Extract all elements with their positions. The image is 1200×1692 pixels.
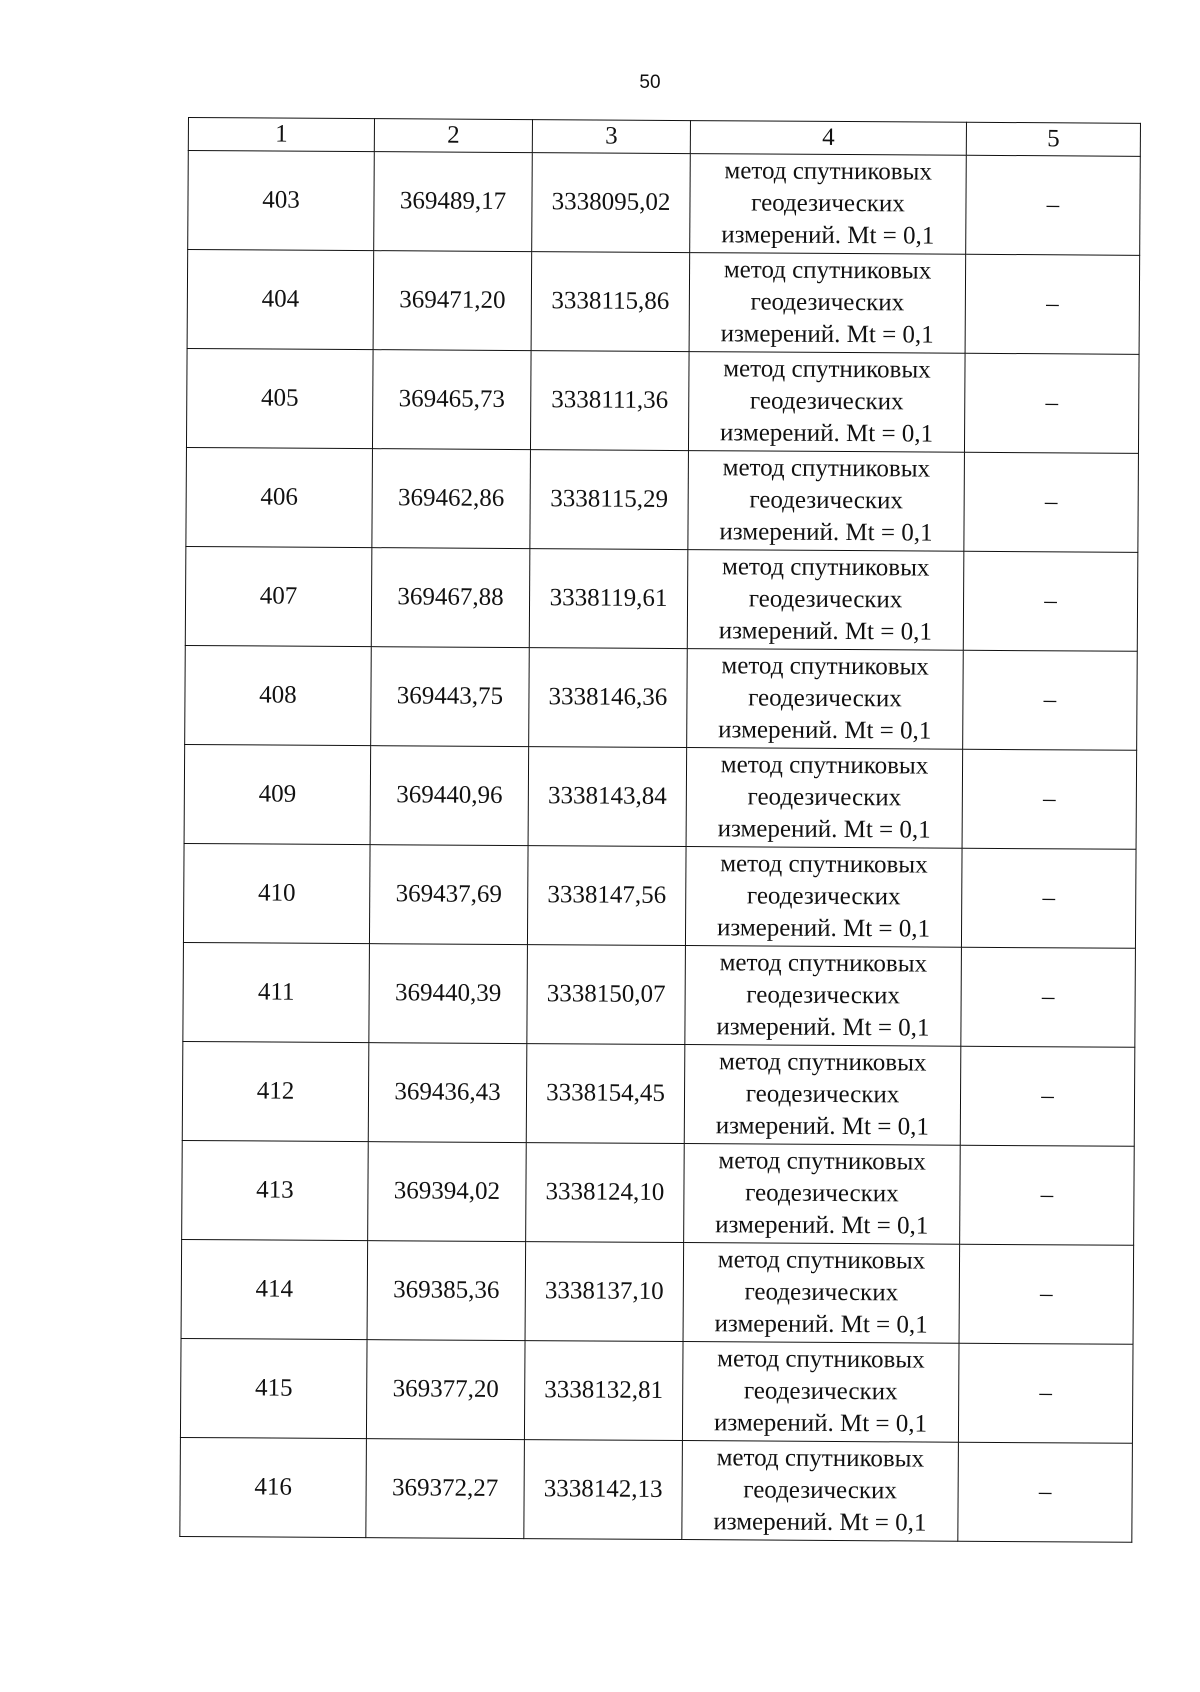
note-cell: –	[961, 947, 1136, 1047]
method-cell	[685, 946, 962, 1047]
point-number-cell: 413	[182, 1140, 369, 1240]
method-cell	[689, 253, 966, 354]
method-line: метод спутниковых	[720, 751, 929, 780]
coordinate-y-cell: 3338154,45	[526, 1044, 685, 1144]
point-number-cell: 405	[186, 348, 373, 448]
note-cell: –	[961, 848, 1136, 948]
point-number-cell: 404	[187, 250, 374, 350]
coordinate-y-cell: 3338147,56	[527, 846, 686, 946]
table-row	[186, 348, 1139, 453]
coordinate-y-cell: 3338146,36	[529, 648, 688, 748]
coordinate-y-cell: 3338124,10	[526, 1143, 685, 1243]
coordinate-x-cell: 369489,17	[374, 152, 533, 252]
note-cell: –	[960, 1145, 1135, 1245]
coordinate-x-cell: 369471,20	[373, 251, 532, 351]
column-header: 5	[966, 122, 1140, 156]
point-number-cell: 416	[180, 1437, 367, 1537]
coordinate-y-cell: 3338111,36	[530, 351, 689, 451]
method-line: геодезических	[750, 288, 905, 317]
note-cell: –	[960, 1046, 1135, 1146]
coordinate-x-cell: 369377,20	[366, 1340, 525, 1440]
column-header: 1	[188, 118, 374, 152]
table-row	[184, 744, 1137, 849]
method-cell	[690, 154, 967, 255]
note-cell: –	[958, 1442, 1133, 1542]
point-number-cell: 403	[188, 151, 375, 251]
page-number: 50	[639, 72, 661, 93]
point-number-cell: 408	[185, 645, 372, 745]
point-number-cell: 415	[180, 1338, 367, 1438]
note-cell: –	[963, 551, 1138, 651]
method-line: измерений. Mt = 0,1	[719, 419, 934, 448]
method-cell	[687, 649, 964, 750]
note-cell: –	[964, 353, 1139, 453]
note-cell: –	[965, 254, 1140, 354]
table-row	[182, 1140, 1135, 1245]
method-line: измерений. Mt = 0,1	[719, 518, 933, 547]
method-line: геодезических	[745, 1179, 899, 1208]
table-row	[186, 447, 1139, 552]
method-line: метод спутниковых	[716, 1444, 925, 1473]
method-line: метод спутниковых	[720, 850, 928, 879]
method-cell	[682, 1441, 959, 1542]
note-cell: –	[963, 650, 1138, 750]
table-row	[183, 942, 1136, 1047]
method-line: геодезических	[743, 1377, 898, 1406]
coordinate-y-cell: 3338115,86	[531, 252, 690, 352]
point-number-cell: 412	[182, 1041, 369, 1141]
point-number-cell: 409	[184, 744, 371, 844]
table-row	[187, 250, 1140, 355]
method-line: геодезических	[745, 1080, 900, 1109]
point-number-cell: 407	[185, 546, 372, 646]
table-row	[180, 1437, 1133, 1542]
point-number-cell: 411	[183, 942, 370, 1042]
method-cell	[684, 1045, 961, 1146]
table-row	[181, 1239, 1134, 1344]
point-number-cell: 406	[186, 447, 373, 547]
method-line: геодезических	[744, 1278, 899, 1307]
method-line: метод спутниковых	[721, 553, 930, 582]
coordinate-x-cell: 369437,69	[369, 845, 528, 945]
method-cell	[688, 352, 965, 453]
method-line: метод спутниковых	[722, 454, 931, 483]
note-cell: –	[964, 452, 1139, 552]
coordinate-x-cell: 369372,27	[366, 1439, 525, 1539]
method-line: измерений. Mt = 0,1	[720, 320, 934, 349]
method-line: измерений. Mt = 0,1	[718, 617, 932, 646]
method-cell	[682, 1342, 959, 1443]
method-line: геодезических	[749, 387, 904, 416]
method-line: метод спутниковых	[723, 355, 931, 384]
coordinate-x-cell: 369440,39	[369, 944, 528, 1044]
coordinate-y-cell: 3338132,81	[524, 1341, 683, 1441]
method-line: метод спутниковых	[723, 256, 932, 285]
method-line: измерений. Mt = 0,1	[713, 1409, 928, 1438]
coordinate-y-cell: 3338150,07	[527, 945, 686, 1045]
method-line: геодезических	[743, 1476, 898, 1505]
coordinate-x-cell: 369443,75	[371, 647, 530, 747]
method-line: метод спутниковых	[717, 1246, 926, 1275]
method-line: измерений. Mt = 0,1	[716, 1013, 930, 1042]
note-cell: –	[966, 155, 1141, 255]
coordinate-x-cell: 369462,86	[372, 449, 531, 549]
method-line: геодезических	[748, 585, 903, 614]
method-line: геодезических	[749, 486, 904, 515]
point-number-cell: 414	[181, 1239, 368, 1339]
table-row	[188, 151, 1141, 256]
table-row	[185, 645, 1138, 750]
coordinate-y-cell: 3338142,13	[524, 1440, 683, 1540]
method-line: метод спутниковых	[724, 157, 932, 186]
method-line: измерений. Mt = 0,1	[714, 1310, 928, 1339]
point-number-cell: 410	[183, 843, 370, 943]
method-line: метод спутниковых	[719, 949, 928, 978]
column-header: 3	[532, 120, 690, 154]
column-header: 2	[374, 119, 532, 153]
coordinate-x-cell: 369467,88	[371, 548, 530, 648]
method-line: геодезических	[751, 189, 905, 218]
method-line: метод спутниковых	[717, 1345, 925, 1374]
method-line: геодезических	[748, 684, 902, 713]
method-cell	[685, 847, 962, 948]
table-row	[182, 1041, 1135, 1146]
coordinates-table	[179, 117, 1141, 1543]
coordinate-y-cell: 3338143,84	[528, 747, 687, 847]
coordinate-y-cell: 3338137,10	[525, 1242, 684, 1342]
method-line: измерений. Mt = 0,1	[713, 1508, 927, 1537]
method-line: измерений. Mt = 0,1	[715, 1112, 929, 1141]
method-line: метод спутниковых	[721, 652, 929, 681]
table-row	[183, 843, 1136, 948]
method-line: измерений. Mt = 0,1	[715, 1211, 929, 1240]
method-line: геодезических	[747, 783, 902, 812]
method-line: измерений. Mt = 0,1	[721, 221, 935, 250]
table-body	[180, 151, 1140, 1543]
method-cell	[686, 748, 963, 849]
method-line: измерений. Mt = 0,1	[718, 716, 932, 745]
method-line: геодезических	[746, 981, 901, 1010]
coordinate-y-cell: 3338095,02	[532, 153, 691, 253]
table-row	[185, 546, 1138, 651]
note-cell: –	[958, 1343, 1133, 1443]
method-cell	[688, 451, 965, 552]
method-line: геодезических	[746, 882, 901, 911]
coordinate-x-cell: 369465,73	[372, 350, 531, 450]
method-line: метод спутниковых	[718, 1147, 926, 1176]
note-cell: –	[962, 749, 1137, 849]
column-header: 4	[690, 121, 966, 156]
coordinate-x-cell: 369440,96	[370, 746, 529, 846]
coordinate-x-cell: 369436,43	[368, 1043, 527, 1143]
method-line: измерений. Mt = 0,1	[716, 914, 931, 943]
method-cell	[683, 1243, 960, 1344]
coordinate-x-cell: 369385,36	[367, 1241, 526, 1341]
note-cell: –	[959, 1244, 1134, 1344]
coordinate-y-cell: 3338115,29	[530, 450, 689, 550]
method-line: метод спутниковых	[718, 1048, 927, 1077]
table-row	[180, 1338, 1133, 1443]
coordinate-x-cell: 369394,02	[368, 1142, 527, 1242]
method-line: измерений. Mt = 0,1	[717, 815, 931, 844]
coordinate-y-cell: 3338119,61	[529, 549, 688, 649]
method-cell	[684, 1144, 961, 1245]
method-cell	[687, 550, 964, 651]
